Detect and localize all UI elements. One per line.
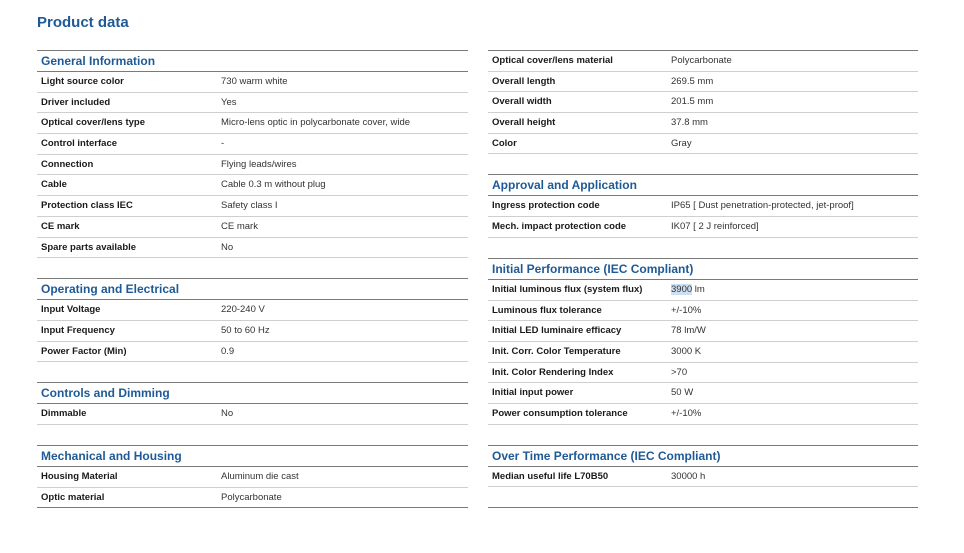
row-value: +/-10% xyxy=(671,304,702,316)
row-label: Dimmable xyxy=(41,408,87,420)
table-row xyxy=(488,217,918,238)
table-row xyxy=(37,300,468,321)
table-row xyxy=(37,134,468,155)
table-row xyxy=(37,155,468,176)
row-label: Init. Corr. Color Temperature xyxy=(492,345,621,357)
section-title: Controls and Dimming xyxy=(37,382,468,404)
row-label: Light source color xyxy=(41,76,124,87)
section-title: Over Time Performance (IEC Compliant) xyxy=(488,445,918,467)
row-value xyxy=(671,280,918,300)
section-title: Approval and Application xyxy=(488,174,918,196)
section-spacer xyxy=(37,362,468,382)
section-approval-application xyxy=(488,174,918,237)
row-label: Driver included xyxy=(41,96,111,108)
table-row xyxy=(37,404,468,425)
row-label: Power Factor (Min) xyxy=(41,345,127,357)
row-value: CE mark xyxy=(221,220,258,232)
row-value-unit: lm xyxy=(692,283,705,295)
table-row xyxy=(37,321,468,342)
row-value: 50 W xyxy=(671,387,694,399)
table-row xyxy=(37,467,468,488)
row-value: Polycarbonate xyxy=(221,491,282,503)
row-value: 30000 h xyxy=(671,470,706,482)
section-spacer xyxy=(488,154,918,174)
row-label: Initial LED luminaire efficacy xyxy=(492,325,622,337)
row-value: 730 warm white xyxy=(221,76,288,87)
table-row xyxy=(488,280,918,301)
selected-text-highlight[interactable]: 3900 xyxy=(671,283,693,295)
row-value: Yes xyxy=(221,96,237,108)
row-label: Housing Material xyxy=(41,470,118,482)
left-column xyxy=(37,50,468,508)
table-row xyxy=(488,321,918,342)
row-value: Aluminum die cast xyxy=(221,470,299,482)
row-value: IP65 [ Dust penetration-protected, jet-proof] xyxy=(671,200,854,212)
row-value: 0.9 xyxy=(221,345,235,357)
row-value: 3000 K xyxy=(671,345,702,357)
row-value: 37.8 mm xyxy=(671,117,708,129)
section-spacer xyxy=(37,425,468,445)
section-title: Mechanical and Housing xyxy=(37,445,468,467)
row-value: - xyxy=(221,138,225,150)
row-label: Color xyxy=(492,137,517,149)
section-mechanical-housing xyxy=(37,445,468,508)
row-label: Cable xyxy=(41,179,67,191)
row-label: Mech. impact protection code xyxy=(492,221,627,233)
row-value: Safety class I xyxy=(221,200,278,212)
table-row xyxy=(488,404,918,425)
row-label: Protection class IEC xyxy=(41,200,133,212)
page-title: Product data xyxy=(37,14,129,31)
row-value: Flying leads/wires xyxy=(221,158,297,170)
table-row xyxy=(488,196,918,217)
table-row xyxy=(37,488,468,509)
row-value: 269.5 mm xyxy=(671,75,714,87)
table-row xyxy=(488,72,918,93)
row-value: >70 xyxy=(671,366,688,378)
row-label: Luminous flux tolerance xyxy=(492,304,602,316)
row-label: Median useful life L70B50 xyxy=(492,470,609,482)
table-row xyxy=(37,217,468,238)
table-row xyxy=(37,238,468,259)
table-row xyxy=(488,467,918,488)
section-over-time-performance xyxy=(488,445,918,508)
row-label: Overall height xyxy=(492,117,556,129)
table-row xyxy=(37,113,468,134)
table-row xyxy=(488,51,918,72)
row-label: Optical cover/lens material xyxy=(492,55,613,66)
table-row xyxy=(37,175,468,196)
table-row xyxy=(488,301,918,322)
row-label: Input Frequency xyxy=(41,324,115,336)
row-label: Spare parts available xyxy=(41,241,137,253)
section-spacer xyxy=(488,425,918,445)
row-value: Micro-lens optic in polycarbonate cover, wide xyxy=(221,117,411,129)
table-row xyxy=(488,383,918,404)
row-value: 50 to 60 Hz xyxy=(221,324,270,336)
row-label: Ingress protection code xyxy=(492,200,600,212)
row-value: 78 lm/W xyxy=(671,325,706,337)
section-title: Initial Performance (IEC Compliant) xyxy=(488,258,918,280)
table-row xyxy=(37,342,468,363)
table-row xyxy=(488,342,918,363)
table-row xyxy=(488,113,918,134)
row-label: Power consumption tolerance xyxy=(492,407,628,419)
table-row xyxy=(488,134,918,155)
table-row xyxy=(488,487,918,508)
row-label: Connection xyxy=(41,158,94,170)
table-row xyxy=(37,196,468,217)
section-general-information xyxy=(37,50,468,258)
table-row xyxy=(37,93,468,114)
row-label: Overall width xyxy=(492,96,552,108)
section-controls-dimming xyxy=(37,382,468,425)
row-label: Initial luminous flux (system flux) xyxy=(492,283,643,295)
section-title: Operating and Electrical xyxy=(37,278,468,300)
row-label: Initial input power xyxy=(492,387,574,399)
row-label: Optical cover/lens type xyxy=(41,117,146,129)
row-value: No xyxy=(221,241,234,253)
row-label: Optic material xyxy=(41,491,105,503)
section-title: General Information xyxy=(37,50,468,72)
row-value: 220-240 V xyxy=(221,304,265,316)
row-label: Init. Color Rendering Index xyxy=(492,366,614,378)
row-label: Input Voltage xyxy=(41,304,101,316)
row-value: +/-10% xyxy=(671,407,702,419)
row-label: Overall length xyxy=(492,75,556,87)
row-label: CE mark xyxy=(41,220,80,232)
row-value: No xyxy=(221,408,234,420)
row-value: Gray xyxy=(671,137,692,149)
table-row xyxy=(37,72,468,93)
section-spacer xyxy=(37,258,468,278)
row-value: Cable 0.3 m without plug xyxy=(221,179,326,191)
section-spacer xyxy=(488,238,918,258)
section-initial-performance xyxy=(488,258,918,425)
section-mechanical-continued xyxy=(488,50,918,154)
row-label: Control interface xyxy=(41,138,118,150)
table-row xyxy=(488,92,918,113)
right-column xyxy=(488,50,918,508)
table-row xyxy=(488,363,918,384)
row-value: 201.5 mm xyxy=(671,96,714,108)
row-value: Polycarbonate xyxy=(671,55,732,66)
row-value: IK07 [ 2 J reinforced] xyxy=(671,221,759,233)
section-operating-electrical xyxy=(37,278,468,362)
